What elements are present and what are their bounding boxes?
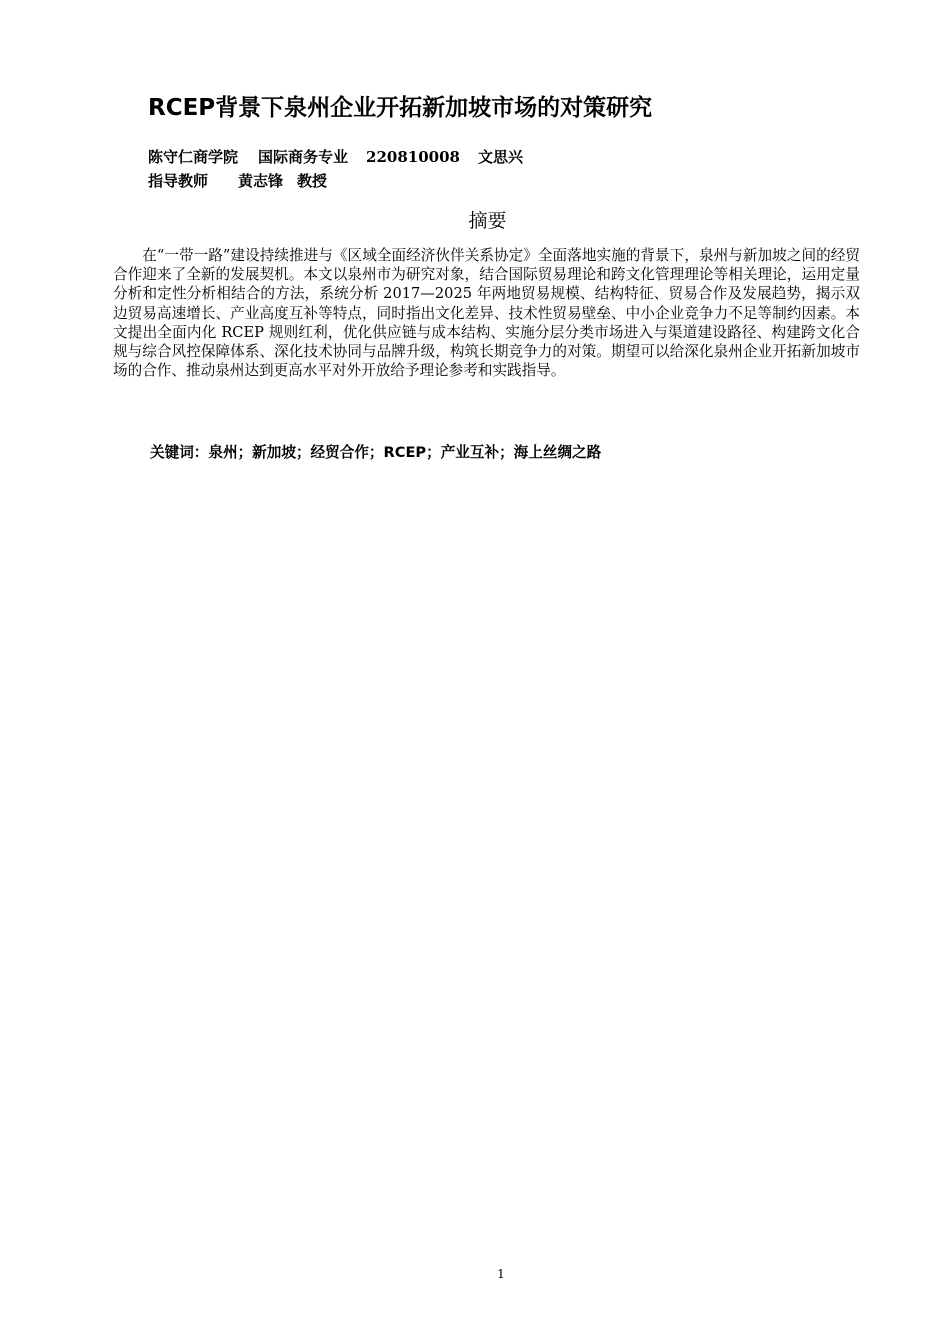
major-name: 国际商务专业 [258, 148, 349, 166]
advisor-rank: 教授 [297, 172, 328, 190]
advisor-label: 指导教师 [148, 172, 209, 190]
keywords-line: 关键词：泉州；新加坡；经贸合作；RCEP；产业互补；海上丝绸之路 [150, 444, 602, 461]
abstract-heading: 摘要 [468, 210, 507, 232]
advisor-name: 黄志锋 [238, 172, 284, 190]
page-number: 1 [497, 1267, 505, 1281]
advisor-line [148, 170, 327, 192]
document-title: RCEP背景下泉州企业开拓新加坡市场的对策研究 [148, 95, 653, 121]
author-line [148, 146, 523, 168]
student-name: 文思兴 [477, 148, 523, 166]
college-name: 陈守仁商学院 [148, 148, 239, 166]
student-id: 220810008 [366, 148, 460, 166]
abstract-paragraph: 在“一带一路”建设持续推进与《区域全面经济伙伴关系协定》全面落地实施的背景下，泉州与新加坡之间的经贸合作迎来了全新的发展契机。本文以泉州市为研究对象，结合国际贸易理论和跨文化管理理论等相关理论，运用定量分析和定性分析相结合的方法，系统分析 2017—2025 年两地贸易规模、结构特征、贸易合作及发展趋势，揭示双边贸易高速增长、产业高度互补等特点，同时指出文化差异、技术性贸易壁垒、中小企业竞争力不足等制约因素。本文提出全面内化 RCEP 规则红利，优化供应链与成本结构、实施分层分类市场进入与渠道建设路径、构建跨文化合规与综合风控保障体系、深化技术协同与品牌升级，构筑长期竞争力的对策。期望可以给深化泉州企业开拓新加坡市场的合作、推动泉州达到更高水平对外开放给予理论参考和实践指导。 [113, 247, 860, 380]
